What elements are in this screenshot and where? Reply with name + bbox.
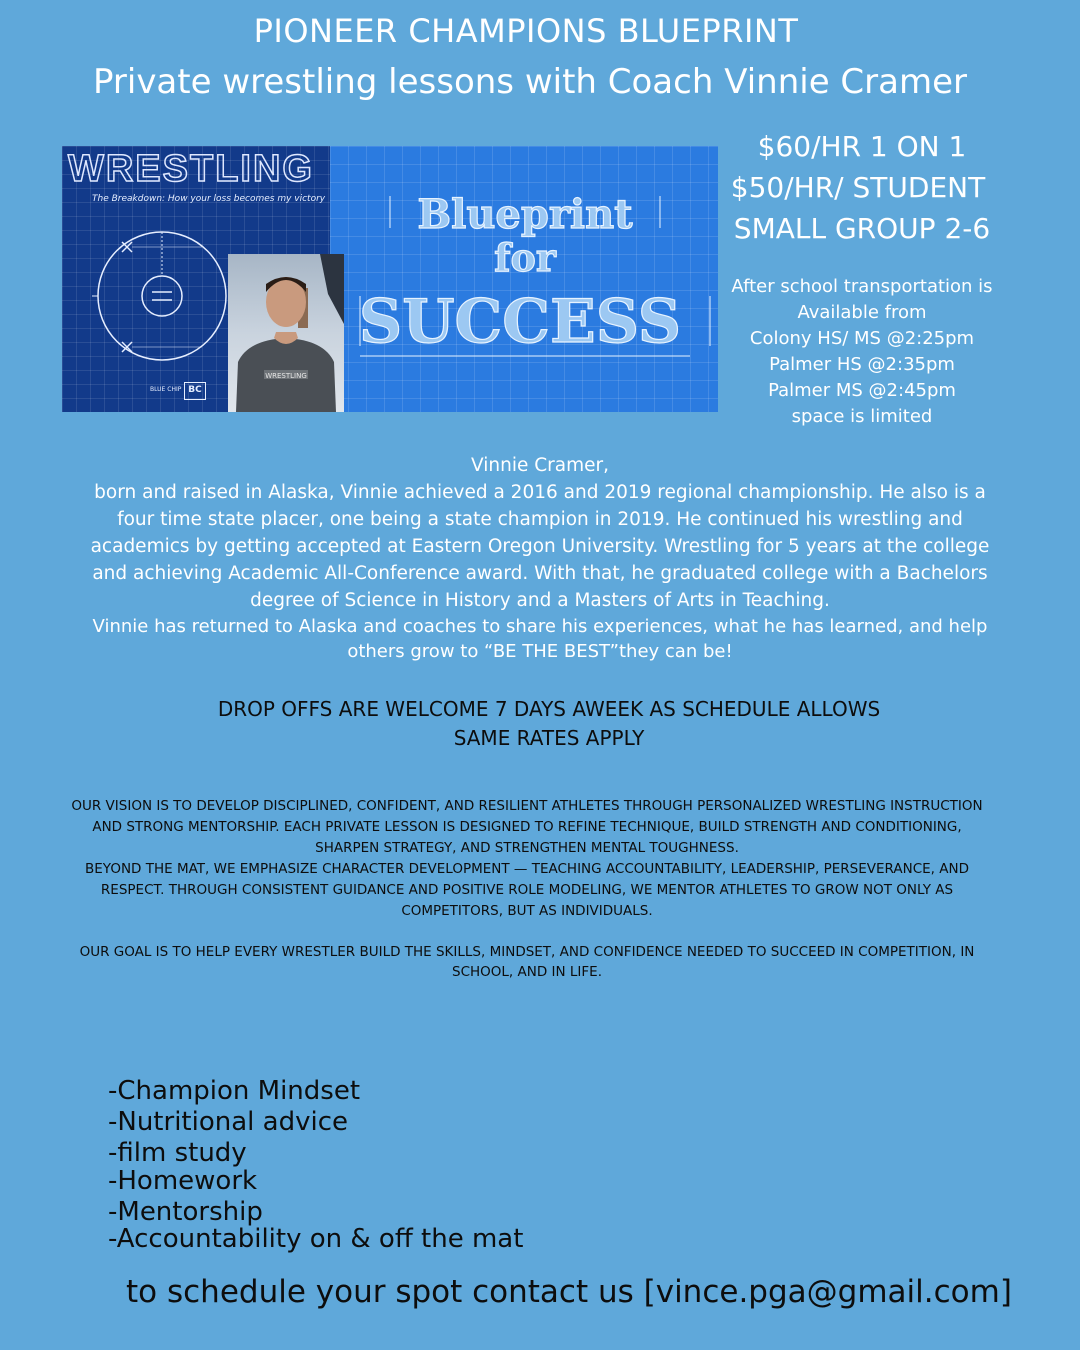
feature-item: -Mentorship — [108, 1197, 263, 1227]
dropoff-notice — [100, 695, 998, 753]
transport-line: Available from — [797, 302, 927, 323]
banner-wrestling-title: WRESTLING — [68, 148, 314, 190]
dropoff-line: DROP OFFS ARE WELCOME 7 DAYS AWEEK AS SCHEDULE ALLOWS — [217, 697, 881, 721]
goal-statement: OUR GOAL IS TO HELP EVERY WRESTLER BUILD THE SKILLS, MINDSET, AND CONFIDENCE NEEDED TO SUCCEED IN COMPETITION, IN SCHOOL, AND IN LIFE. — [79, 944, 975, 980]
coach-return-text: Vinnie has returned to Alaska and coaches to share his experiences, what he has learned, and help others grow to “BE THE BEST”they can be! — [92, 616, 988, 662]
for-word: for — [494, 235, 556, 280]
coach-bio — [90, 452, 990, 614]
transport-line: After school transportation is — [731, 276, 993, 297]
banner-breakdown-caption: The Breakdown: How your loss becomes my victory — [92, 194, 326, 204]
blueprint-title-graphic — [330, 146, 718, 412]
character-paragraph: BEYOND THE MAT, WE EMPHASIZE CHARACTER DEVELOPMENT — TEACHING ACCOUNTABILITY, LEADERSHIP, PERSEVERANCE, AND RESPECT. THROUGH CONSISTENT GUIDANCE AND POSITIVE ROLE MODELING, WE MENTOR ATHLETES TO GROW NOT ONLY AS COMPETITORS, BUT AS INDIVIDUALS. — [85, 861, 969, 919]
page-subtitle: Private wrestling lessons with Coach Vinnie Cramer — [92, 62, 967, 102]
coach-photo — [228, 254, 344, 412]
feature-item: -Nutritional advice — [108, 1107, 348, 1137]
transport-line: Colony HS/ MS @2:25pm — [749, 328, 975, 349]
transportation-info — [712, 274, 1012, 430]
blue-chip-logo: BC — [184, 382, 206, 400]
feature-item: -film study — [108, 1138, 247, 1168]
transport-line: Palmer HS @2:35pm — [769, 354, 955, 375]
banner-footer-text: BLUE CHIP — [150, 386, 182, 393]
price-per-student: $50/HR/ STUDENT — [730, 171, 986, 204]
price-one-on-one: $60/HR 1 ON 1 — [757, 130, 967, 163]
same-rates-line: SAME RATES APPLY — [453, 726, 645, 750]
blueprint-for-success-panel — [330, 146, 718, 412]
blueprint-word: Blueprint — [417, 191, 633, 238]
feature-item: -Champion Mindset — [108, 1076, 361, 1106]
feature-item: -Homework — [108, 1166, 258, 1196]
coach-portrait-graphic — [228, 254, 344, 412]
contact-line: to schedule your spot contact us [vince.pga@gmail.com] — [126, 1274, 1012, 1310]
wrestling-mat-diagram — [92, 212, 232, 382]
coach-name: Vinnie Cramer, — [471, 455, 609, 476]
promo-banner-image — [62, 146, 718, 412]
transport-line: space is limited — [791, 406, 933, 427]
vision-statement — [70, 796, 984, 922]
coach-bio-paragraph: born and raised in Alaska, Vinnie achieved a 2016 and 2019 regional championship. He also is a four time state placer, one being a state champion in 2019. He continued his wrestling and academics by getting accepted at Eastern Oregon University. Wrestling for 5 years at the college and achieving Academic All-Conference award. With that, he graduated college with a Bachelors degree of Science in History and a Masters of Arts in Teaching. — [90, 482, 990, 611]
price-small-group: SMALL GROUP 2-6 — [733, 212, 991, 245]
feature-item: -Accountability on & off the mat — [108, 1224, 524, 1254]
page-title: PIONEER CHAMPIONS BLUEPRINT — [253, 12, 799, 50]
shirt-wrestling-text: WRESTLING — [265, 372, 307, 380]
vision-paragraph: OUR VISION IS TO DEVELOP DISCIPLINED, CONFIDENT, AND RESILIENT ATHLETES THROUGH PERSONALIZED WRESTLING INSTRUCTION AND STRONG MENTORSHIP. EACH PRIVATE LESSON IS DESIGNED TO REFINE TECHNIQUE, BUILD STRENGTH AND CONDITIONING, SHARPEN STRATEGY, AND STRENGTHEN MENTAL TOUGHNESS. — [71, 798, 983, 856]
transport-line: Palmer MS @2:45pm — [768, 380, 956, 401]
success-word: SUCCESS — [358, 287, 682, 357]
